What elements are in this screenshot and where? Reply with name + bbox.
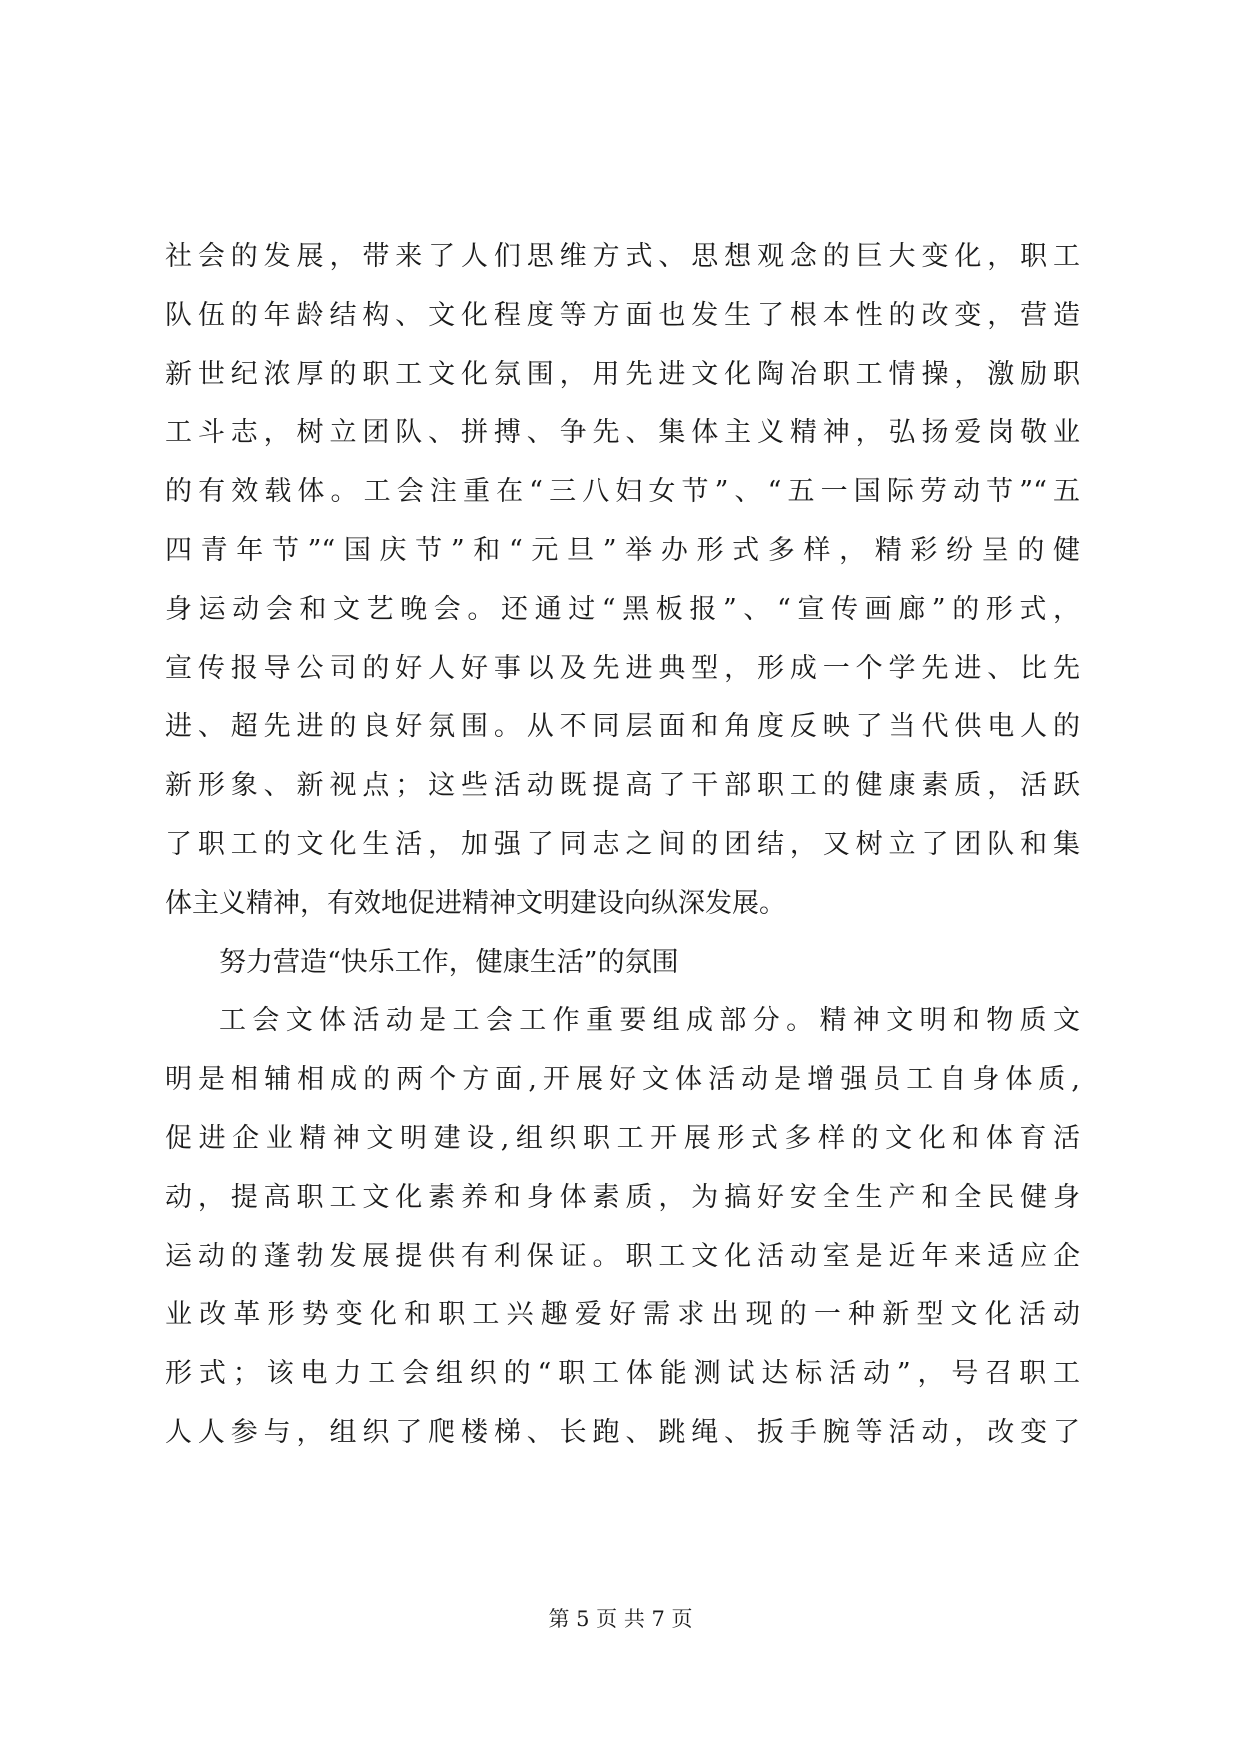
section-heading: 努力营造“快乐工作，健康生活”的氛围 [219,946,679,978]
body-line: 宣传报导公司的好人好事以及先进典型，形成一个学先进、比先 [165,652,1080,684]
body-line: 形式；该电力工会组织的“职工体能测试达标活动”，号召职工 [165,1358,1080,1390]
body-line: 明是相辅相成的两个方面,开展好文体活动是增强员工自身体质, [165,1064,1080,1096]
body-line: 运动的蓬勃发展提供有利保证。职工文化活动室是近年来适应企 [165,1240,1080,1272]
page-number-footer: 第 5 页 共 7 页 [548,1607,693,1631]
body-line: 工斗志，树立团队、拼搏、争先、集体主义精神，弘扬爱岗敬业 [165,417,1080,449]
paragraph-first-line: 工会文体活动是工会工作重要组成部分。精神文明和物质文 [219,1005,1080,1037]
body-line: 新形象、新视点；这些活动既提高了干部职工的健康素质，活跃 [165,770,1080,802]
body-line: 体主义精神，有效地促进精神文明建设向纵深发展。 [165,887,786,919]
body-line: 进、超先进的良好氛围。从不同层面和角度反映了当代供电人的 [165,711,1080,743]
body-line: 的有效载体。工会注重在“三八妇女节”、“五一国际劳动节”“五 [165,476,1080,508]
body-line: 促进企业精神文明建设,组织职工开展形式多样的文化和体育活 [165,1122,1080,1154]
body-line: 了职工的文化生活，加强了同志之间的团结，又树立了团队和集 [165,828,1080,860]
body-line: 业改革形势变化和职工兴趣爱好需求出现的一种新型文化活动 [165,1299,1080,1331]
document-body [165,228,1080,1463]
body-line: 四青年节”“国庆节”和“元旦”举办形式多样，精彩纷呈的健 [165,534,1080,566]
body-line: 社会的发展，带来了人们思维方式、思想观念的巨大变化，职工 [165,241,1080,272]
body-line: 身运动会和文艺晚会。还通过“黑板报”、“宣传画廊”的形式， [165,593,1080,625]
body-line: 人人参与，组织了爬楼梯、长跑、跳绳、扳手腕等活动，改变了 [165,1416,1080,1448]
body-line: 新世纪浓厚的职工文化氛围，用先进文化陶冶职工情操，激励职 [165,358,1080,390]
body-line: 队伍的年龄结构、文化程度等方面也发生了根本性的改变，营造 [165,299,1080,331]
body-line: 动，提高职工文化素养和身体素质，为搞好安全生产和全民健身 [165,1181,1080,1213]
